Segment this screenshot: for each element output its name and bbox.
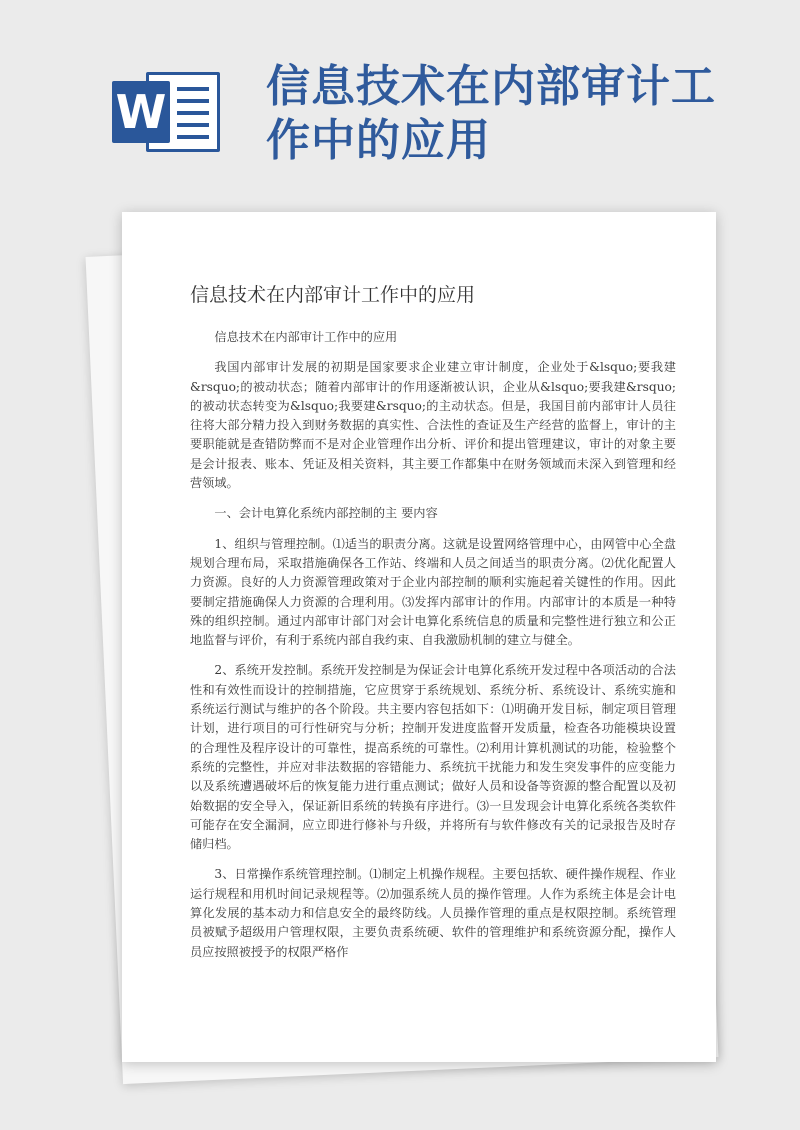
section-heading: 一、会计电算化系统内部控制的主 要内容 [214,506,438,521]
paragraph: 1、组织与管理控制。⑴适当的职责分离。这就是设置网络管理中心，由网管中心全盘规划合理布局，采取措施确保各工作站、终端和人员之间适当的职责分离。⑵优化配置人力资源。良好的人力资源管理政策对于企业内部控制的顺利实施起着关键性的作用。因此要制定措施确保人力资源的合理利用。⑶发挥内部审计的作用。内部审计的本质是一种特殊的组织控制。通过内部审计部门对会计电算化系统信息的质量和完整性进行独立和公正地监督与评价，有利于系统内部自我约束、自我激励机制的建立与健全。 [190,536,676,648]
word-letter-badge: W [112,81,170,143]
document-page [122,212,716,1062]
paragraph: 我国内部审计发展的初期是国家要求企业建立审计制度，企业处于&lsquo;要我建&rsquo;的被动状态；随着内部审计的作用逐渐被认识，企业从&lsquo;要我建&rsquo;的被动状态转变为&lsquo;我要建&rsquo;的主动状态。但是，我国目前内部审计人员往往将大部分精力投入到财务数据的真实性、合法性的查证及生产经营的监督上，审计的主要职能就是查错防弊而不是对企业管理作出分析、评价和提出管理建议，审计的对象主要是会计报表、账本、凭证及相关资料，其主要工作都集中在财务领域而未深入到管理和经营领域。 [190,360,676,491]
document-body [190,328,676,973]
paragraph-subtitle: 信息技术在内部审计工作中的应用 [214,330,398,344]
document-title: 信息技术在内部审计工作中的应用 [190,284,476,306]
paragraph: 3、日常操作系统管理控制。⑴制定上机操作规程。主要包括软、硬件操作规程、作业运行规程和用机时间记录规程等。⑵加强系统人员的操作管理。人作为系统主体是会计电算化发展的基本动力和信息安全的最终防线。人员操作管理的重点是权限控制。系统管理员被赋予超级用户管理权限，主要负责系统硬、软件的管理维护和系统资源分配，操作人员应按照被授予的权限严格作 [190,867,676,959]
paragraph: 2、系统开发控制。系统开发控制是为保证会计电算化系统开发过程中各项活动的合法性和有效性而设计的控制措施，它应贯穿于系统规划、系统分析、系统设计、系统实施和系统运行测试与维护的各个阶段。共主要内容包括如下：⑴明确开发目标，制定项目管理计划，进行项目的可行性研究与分析；控制开发进度监督开发质量，检查各功能模块设置的合理性及程序设计的可靠性，提高系统的可靠性。⑵利用计算机测试的功能，检验整个系统的完整性，并应对非法数据的容错能力、系统抗干扰能力和发生突发事件的应变能力以及系统遭遇破坏后的恢复能力进行重点测试；做好人员和设备等资源的整合配置以及初始数据的安全导入，保证新旧系统的转换有序进行。⑶一旦发现会计电算化系统各类软件可能存在安全漏洞，应立即进行修补与升级，并将所有与软件修改有关的记录报告及时存储归档。 [190,663,676,852]
word-document-icon [112,72,222,152]
header-banner [0,0,800,210]
banner-title: 信息技术在内部审计工作中的应用 [266,61,716,166]
